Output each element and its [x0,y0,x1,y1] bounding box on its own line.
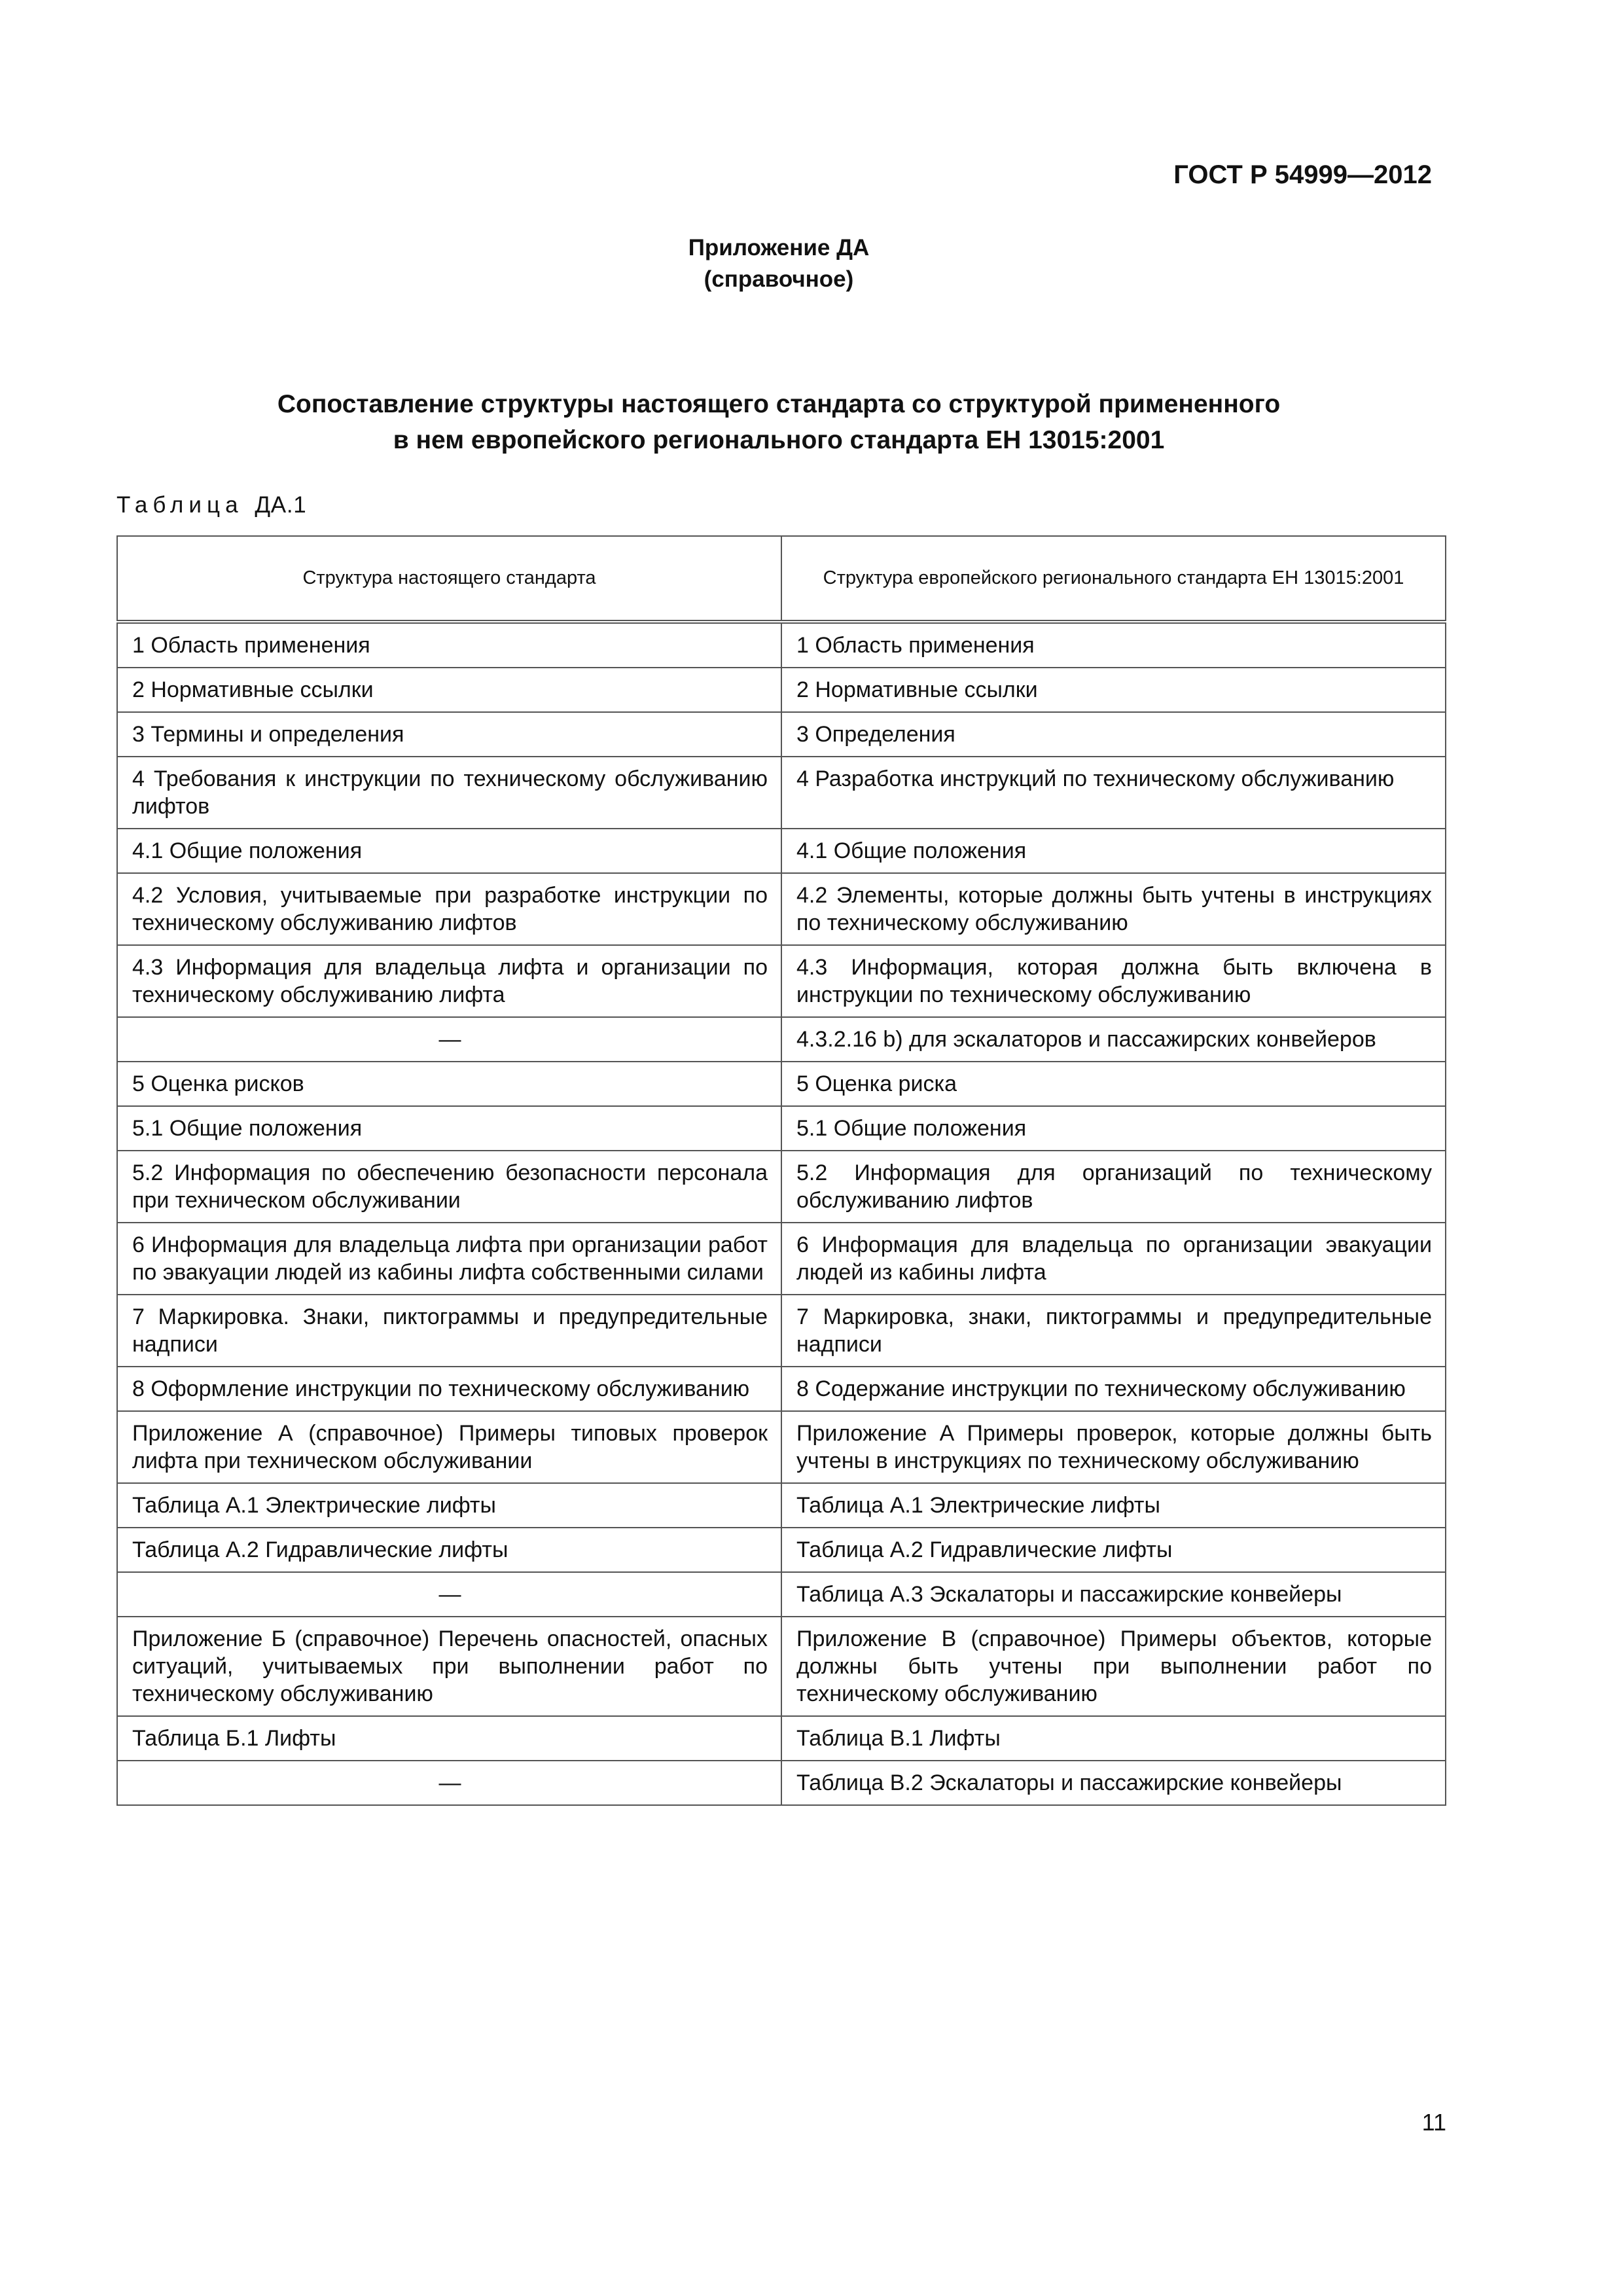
current-standard-cell: 1 Область применения [117,622,781,668]
european-standard-cell: Приложение А Примеры проверок, которые должны быть учтены в инструкциях по техническому обслуживанию [781,1411,1446,1483]
document-code: ГОСТ Р 54999—2012 [1173,160,1432,189]
european-standard-cell: Таблица А.3 Эскалаторы и пассажирские конвейеры [781,1572,1446,1617]
table-row [117,829,1446,873]
table-row [117,1106,1446,1151]
table-row [117,1528,1446,1572]
section-title-line-2: в нем европейского регионального стандарта ЕН 13015:2001 [393,426,1165,454]
table-caption-number: ДА.1 [255,492,307,518]
current-standard-cell: — [117,1017,781,1062]
current-standard-cell: 8 Оформление инструкции по техническому обслуживанию [117,1367,781,1411]
table-row [117,1367,1446,1411]
current-standard-cell: 6 Информация для владельца лифта при организации работ по эвакуации людей из кабины лифта собственными силами [117,1223,781,1295]
table-body [117,622,1446,1805]
european-standard-cell: 5.2 Информация для организаций по техническому обслуживанию лифтов [781,1151,1446,1223]
european-standard-cell: 2 Нормативные ссылки [781,668,1446,712]
page-number: 11 [1421,2109,1446,2136]
current-standard-cell: 4.2 Условия, учитываемые при разработке инструкции по техническому обслуживанию лифтов [117,873,781,945]
current-standard-cell: — [117,1572,781,1617]
table-row [117,945,1446,1017]
european-standard-cell: 3 Определения [781,712,1446,757]
current-standard-cell: Таблица Б.1 Лифты [117,1716,781,1761]
appendix-subtitle: (справочное) [704,266,854,292]
european-standard-cell: Таблица А.1 Электрические лифты [781,1483,1446,1528]
table-caption-label: Таблица [116,492,243,518]
comparison-table [116,535,1446,1806]
section-title [0,386,1623,458]
current-standard-cell: Приложение А (справочное) Примеры типовых проверок лифта при техническом обслуживании [117,1411,781,1483]
table-row [117,1151,1446,1223]
table-row [117,1483,1446,1528]
current-standard-cell: 3 Термины и определения [117,712,781,757]
table-row [117,668,1446,712]
european-standard-cell: Таблица В.2 Эскалаторы и пассажирские конвейеры [781,1761,1446,1805]
european-standard-cell: 7 Маркировка, знаки, пиктограммы и предупредительные надписи [781,1295,1446,1367]
table-header-row [117,536,1446,622]
current-standard-cell: 5 Оценка рисков [117,1062,781,1106]
european-standard-cell: Приложение В (справочное) Примеры объектов, которые должны быть учтены при выполнении работ по техническому обслуживанию [781,1617,1446,1716]
current-standard-cell: 2 Нормативные ссылки [117,668,781,712]
table-row [117,1017,1446,1062]
european-standard-cell: 5.1 Общие положения [781,1106,1446,1151]
table-row [117,1617,1446,1716]
current-standard-cell: 4 Требования к инструкции по техническому обслуживанию лифтов [117,757,781,829]
current-standard-cell: 7 Маркировка. Знаки, пиктограммы и предупредительные надписи [117,1295,781,1367]
european-standard-cell: Таблица А.2 Гидравлические лифты [781,1528,1446,1572]
table-row [117,757,1446,829]
european-standard-cell: 4.2 Элементы, которые должны быть учтены в инструкциях по техническому обслуживанию [781,873,1446,945]
european-standard-cell: 4 Разработка инструкций по техническому обслуживанию [781,757,1446,829]
table-row [117,873,1446,945]
european-standard-cell: 5 Оценка риска [781,1062,1446,1106]
current-standard-cell: 5.2 Информация по обеспечению безопасности персонала при техническом обслуживании [117,1151,781,1223]
current-standard-cell: Таблица А.2 Гидравлические лифты [117,1528,781,1572]
table-row [117,622,1446,668]
european-standard-cell: 4.3.2.16 b) для эскалаторов и пассажирских конвейеров [781,1017,1446,1062]
appendix-heading [0,232,1623,295]
section-title-line-1: Сопоставление структуры настоящего стандарта со структурой примененного [277,390,1281,418]
current-standard-cell: 4.3 Информация для владельца лифта и организации по техническому обслуживанию лифта [117,945,781,1017]
table-row [117,1223,1446,1295]
table-row [117,1295,1446,1367]
table-row [117,1761,1446,1805]
table-header-cell: Структура настоящего стандарта [117,536,781,622]
european-standard-cell: 8 Содержание инструкции по техническому обслуживанию [781,1367,1446,1411]
current-standard-cell: Приложение Б (справочное) Перечень опасностей, опасных ситуаций, учитываемых при выполнении работ по техническому обслуживанию [117,1617,781,1716]
current-standard-cell: 4.1 Общие положения [117,829,781,873]
table-header-cell: Структура европейского регионального стандарта ЕН 13015:2001 [781,536,1446,622]
european-standard-cell: 6 Информация для владельца по организации эвакуации людей из кабины лифта [781,1223,1446,1295]
european-standard-cell: 1 Область применения [781,622,1446,668]
european-standard-cell: Таблица В.1 Лифты [781,1716,1446,1761]
current-standard-cell: 5.1 Общие положения [117,1106,781,1151]
table-row [117,1411,1446,1483]
european-standard-cell: 4.3 Информация, которая должна быть включена в инструкции по техническому обслуживанию [781,945,1446,1017]
table-row [117,1716,1446,1761]
current-standard-cell: Таблица А.1 Электрические лифты [117,1483,781,1528]
table-row [117,1572,1446,1617]
current-standard-cell: — [117,1761,781,1805]
table-row [117,1062,1446,1106]
european-standard-cell: 4.1 Общие положения [781,829,1446,873]
table-row [117,712,1446,757]
appendix-title: Приложение ДА [688,235,870,260]
table-caption [116,492,306,518]
